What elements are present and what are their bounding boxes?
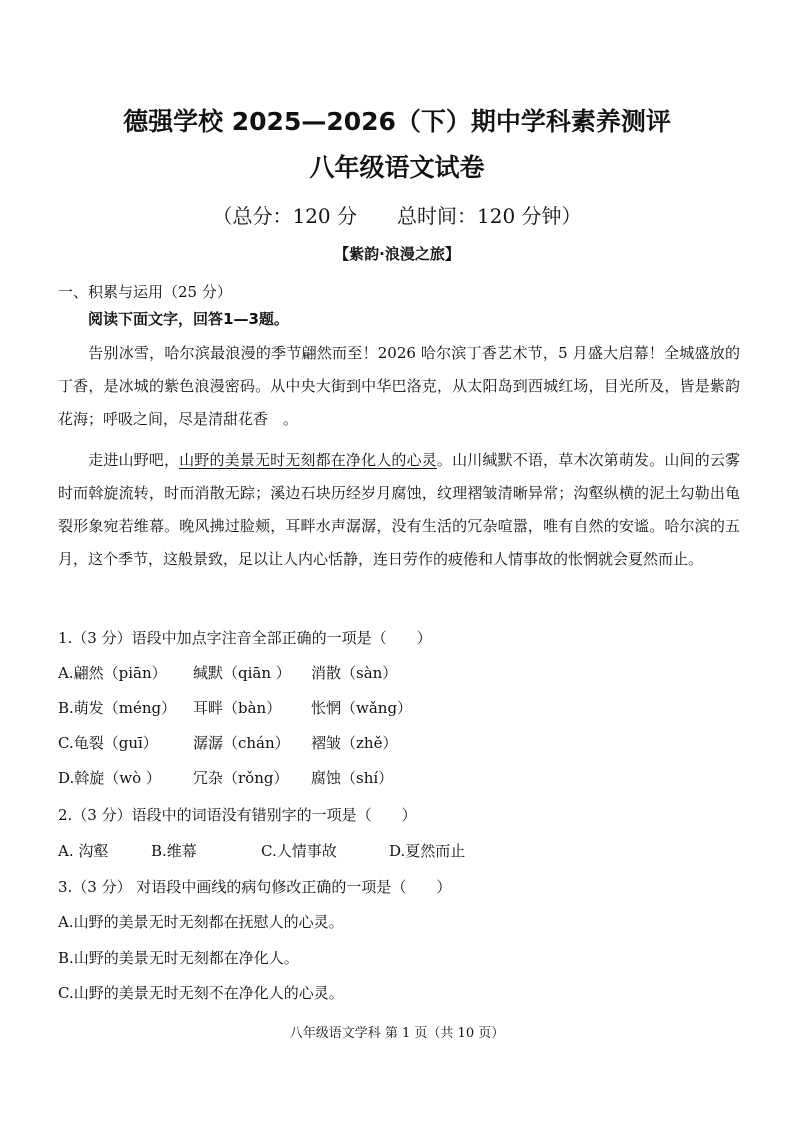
underlined-sentence: 山野的美景无时无刻都在净化人的心灵 — [179, 451, 437, 469]
option-cell[interactable]: A.翩然（piān） — [58, 664, 167, 682]
question-3-stem: 3.（3 分） 对语段中画线的病句修改正确的一项是（ ） — [58, 878, 452, 896]
passage-paragraph-1 — [58, 337, 740, 436]
option-b[interactable]: B.维幕 — [151, 842, 197, 860]
passage-paragraph-2 — [58, 444, 740, 576]
question-1-stem: 1.（3 分）语段中加点字注音全部正确的一项是（ ） — [58, 629, 432, 647]
option-b[interactable]: B.山野的美景无时无刻都在净化人。 — [58, 949, 299, 967]
reading-instruction: 阅读下面文字，回答1—3题。 — [88, 310, 289, 328]
option-cell[interactable]: 耳畔（bàn） — [193, 699, 282, 717]
option-a[interactable]: A. 沟壑 — [58, 842, 109, 860]
question-1-row-d — [58, 767, 393, 788]
option-c[interactable]: C.山野的美景无时无刻不在净化人的心灵。 — [58, 984, 344, 1002]
theme-label: 【紫韵·浪漫之旅】 — [334, 245, 460, 263]
option-cell[interactable]: 缄默（qiān ） — [193, 664, 291, 682]
question-2-options — [58, 840, 465, 861]
option-cell[interactable]: 怅惘（wǎng） — [311, 699, 413, 717]
passage-text-2a: 走进山野吧， — [88, 451, 180, 469]
option-cell[interactable]: 腐蚀（shí） — [311, 769, 394, 787]
page-footer: 八年级语文学科 第 1 页（共 10 页） — [289, 1026, 505, 1041]
option-cell[interactable]: 消散（sàn） — [311, 664, 398, 682]
option-d[interactable]: D.夏然而止 — [389, 842, 466, 860]
option-a[interactable]: A.山野的美景无时无刻都在抚慰人的心灵。 — [58, 913, 344, 931]
question-1-row-b — [58, 697, 412, 718]
option-cell[interactable]: D.斡旋（wò ） — [58, 769, 161, 787]
section-heading: 一、积累与运用（25 分） — [58, 283, 232, 301]
question-1-row-a — [58, 662, 397, 683]
option-cell[interactable]: 冗杂（rǒng） — [193, 769, 289, 787]
question-2-stem: 2.（3 分）语段中的词语没有错别字的一项是（ ） — [58, 806, 417, 824]
passage-text-1: 告别冰雪，哈尔滨最浪漫的季节翩然而至！2026 哈尔滨丁香艺术节，5 月盛大启幕！全城盛放的丁香，是冰城的紫色浪漫密码。从中央大街到中华巴洛克，从太阳岛到西城红场，目光所及，皆是紫韵花海；呼吸之间，尽是清甜花香 。 — [58, 344, 740, 428]
exam-subtitle: 八年级语文试卷 — [309, 153, 485, 182]
passage-text-2b: 。山川缄默不语，草木次第萌发。山间的云雾时而斡旋流转，时而消散无踪；溪边石块历经岁月腐蚀，纹理褶皱清晰异常；沟壑纵横的泥土勾勒出龟裂形象宛若维幕。晚风拂过脸颊，耳畔水声潺潺，没有生活的冗杂喧嚣，唯有自然的安谧。哈尔滨的五月，这个季节，这般景致，足以让人内心恬静，连日劳作的疲倦和人情事故的怅惘就会夏然而止。 — [58, 451, 740, 568]
exam-meta: （总分：120 分 总时间：120 分钟） — [212, 204, 582, 228]
option-cell[interactable]: 潺潺（chán） — [193, 734, 290, 752]
option-cell[interactable]: B.萌发（méng） — [58, 699, 177, 717]
option-c[interactable]: C.人情事故 — [261, 842, 337, 860]
option-cell[interactable]: 褶皱（zhě） — [311, 734, 398, 752]
option-cell[interactable]: C.龟裂（guī） — [58, 734, 158, 752]
question-1-row-c — [58, 732, 397, 753]
exam-title: 德强学校 2025—2026（下）期中学科素养测评 — [123, 107, 671, 136]
